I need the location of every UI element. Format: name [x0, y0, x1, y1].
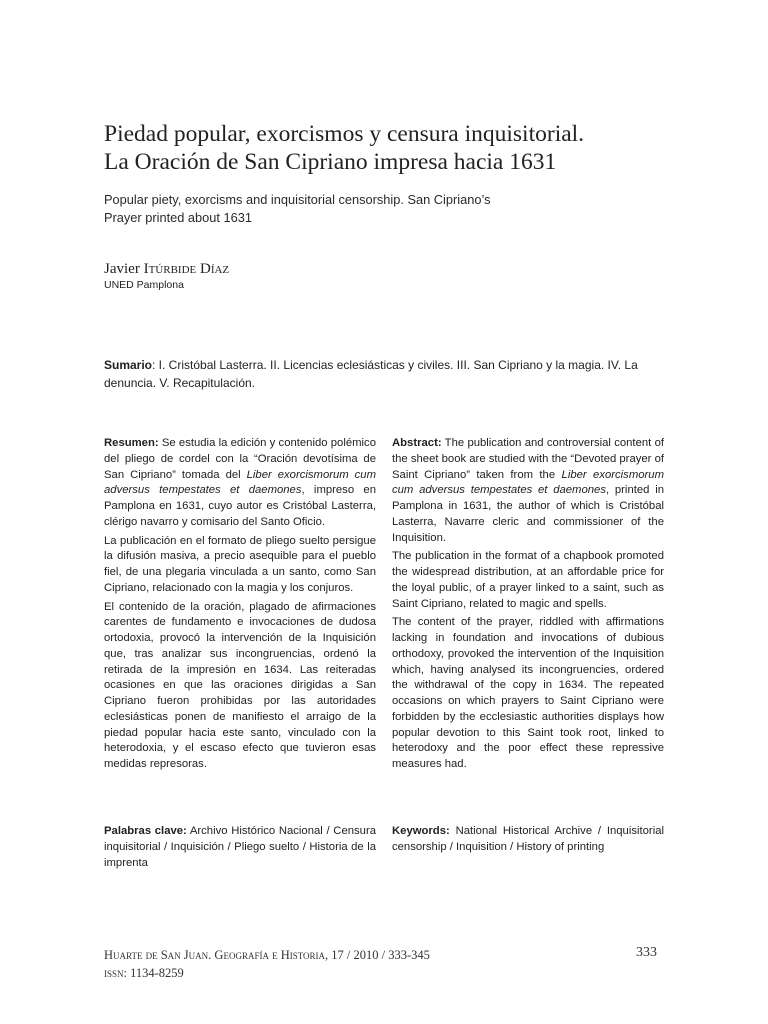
- keywords: [392, 824, 664, 856]
- abstract-column: [392, 436, 664, 776]
- resumen-label: Resumen:: [104, 437, 159, 449]
- journal-footer: [104, 946, 430, 982]
- keywords-label: Keywords:: [392, 825, 450, 837]
- author-affiliation: UNED Pamplona: [104, 279, 184, 291]
- resumen-italic-title: Liber exorcismorum cum adversus tempestates et daemones: [104, 468, 377, 497]
- palabras-clave-text: Archivo Histórico Nacional / Censura inquisitorial / Inquisición / Pliego suelto / Historia de la imprenta: [104, 825, 376, 869]
- abstract-paragraph-1: [392, 436, 664, 546]
- page-number: 333: [636, 945, 657, 960]
- issn: issn: 1134-8259: [104, 966, 184, 980]
- author-name: [104, 260, 229, 278]
- abstract-paragraph-3: The content of the prayer, riddled with affirmations lacking in foundation and invocations of dubious orthodoxy, provoked the intervention of the Inquisition which, having analysed its incongruencies, ordered the withdrawal of the copy in 1634. The repeated occasions on which prayers to Saint Cipriano were forbidden by the ecclesiastic authorities displays how popular devotion to this Saint took root, linked to heterodoxy and the poor effect these repressive measures had.: [392, 616, 664, 770]
- english-subtitle: [104, 191, 664, 227]
- author-given-name: Javier: [104, 261, 144, 277]
- subtitle-line-1: Popular piety, exorcisms and inquisitorial censorship. San Cipriano’s: [104, 192, 491, 207]
- title-line-2: La Oración de San Cipriano impresa hacia 1631: [104, 149, 557, 175]
- abstract-text: , printed in Pamplona in 1631, the author of which is Cristóbal Lasterra, Navarre cleric and commissioner of the Inquisition.: [392, 484, 664, 544]
- resumen-column: [104, 436, 376, 776]
- resumen-paragraph-2: La publicación en el formato de pliego suelto persigue la difusión masiva, a precio asequible para el pueblo fiel, de una plegaria vinculada a un santo, como San Cipriano, relacionado con la magia y los conjuros.: [104, 534, 376, 594]
- sumario-label: Sumario: [104, 358, 153, 372]
- journal-citation: Huarte de San Juan. Geografía e Historia, 17 / 2010 / 333-345: [104, 948, 430, 962]
- subtitle-line-2: Prayer printed about 1631: [104, 210, 252, 225]
- sumario-text: : I. Cristóbal Lasterra. II. Licencias eclesiásticas y civiles. III. San Cipriano y la magia. IV. La denuncia. V. Recapitulación.: [104, 358, 638, 390]
- palabras-clave-label: Palabras clave:: [104, 825, 187, 837]
- abstract-label: Abstract:: [392, 437, 442, 449]
- resumen-paragraph-3: El contenido de la oración, plagado de afirmaciones carentes de fundamento e invocaciones de dudosa ortodoxia, provocó la intervención de la Inquisición que, tras analizar sus incongruencias, ordenó la retirada de la impresión en 1634. Las reiteradas ocasiones en que las oraciones dirigidas a San Cipriano fueron prohibidas por las autoridades eclesiásticas ponen de manifiesto el arraigo de la piedad popular hacia este santo, vinculado con la heterodoxia, y el escaso efecto que tuvieron esas medidas represoras.: [104, 600, 376, 770]
- abstract-italic-title: Liber exorcismorum cum adversus tempestates et daemones: [392, 468, 664, 497]
- sumario: [104, 357, 666, 392]
- author-surname: Itúrbide Díaz: [143, 261, 230, 277]
- resumen-paragraph-1: [104, 436, 376, 531]
- abstract-paragraph-2: The publication in the format of a chapbook promoted the widespread distribution, at an affordable price for the loyal public, of a prayer linked to a saint, such as Saint Cipriano, related to magic and spells.: [392, 550, 664, 610]
- abstract-text: The publication and controversial content of the sheet book are studied with the “Devoted prayer of Saint Cipriano” taken from the: [392, 437, 664, 481]
- resumen-text: , impreso en Pamplona en 1631, cuyo autor es Cristóbal Lasterra, clérigo navarro y comisario del Santo Oficio.: [104, 484, 376, 528]
- resumen-text: Se estudia la edición y contenido polémico del pliego de cordel con la “Oración devotísima de San Cipriano” tomada del: [104, 437, 376, 481]
- keywords-text: National Historical Archive / Inquisitorial censorship / Inquisition / History of printing: [392, 825, 664, 853]
- title-line-1: Piedad popular, exorcismos y censura inquisitorial.: [104, 121, 585, 147]
- article-title: [104, 120, 704, 176]
- palabras-clave: [104, 824, 376, 871]
